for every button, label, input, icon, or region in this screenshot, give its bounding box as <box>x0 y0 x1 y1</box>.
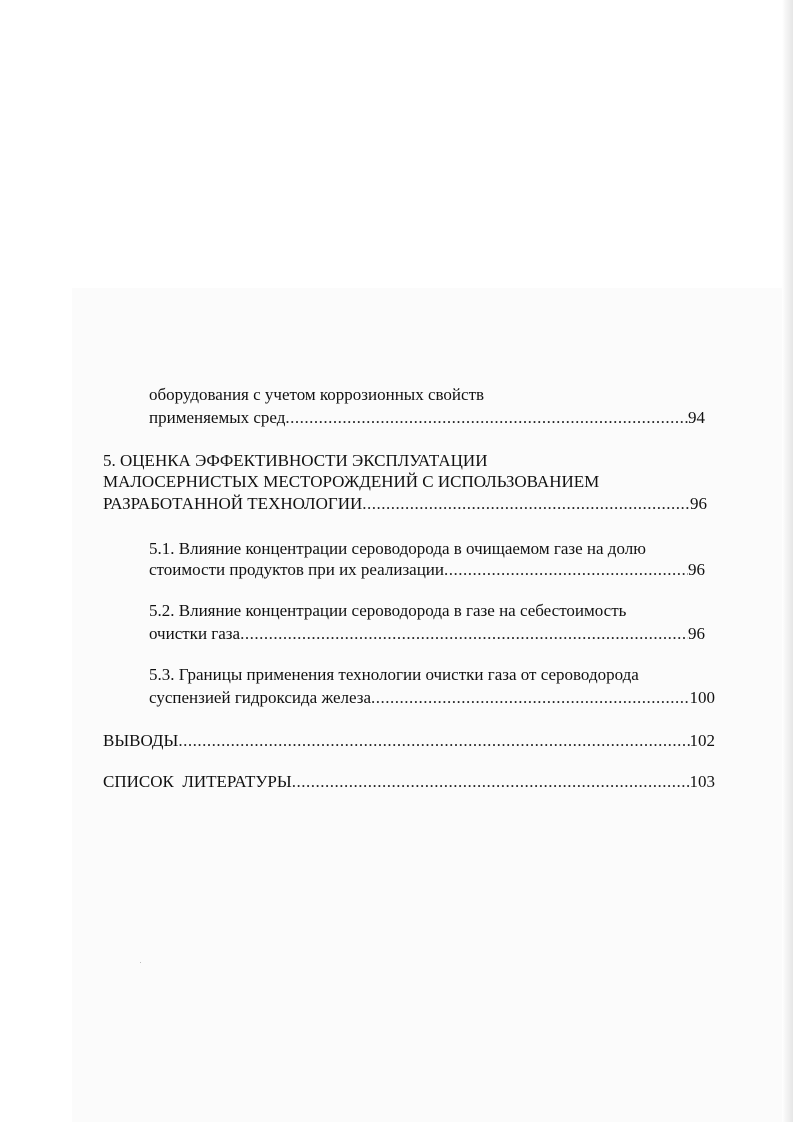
toc-conclusions: ВЫВОДЫ ..... 102 <box>103 728 715 754</box>
scan-edge <box>782 0 793 1122</box>
page-number: 100 <box>689 688 715 707</box>
page-number: 96 <box>688 560 705 579</box>
toc-chapter-5: РАЗРАБОТАННОЙ ТЕХНОЛОГИИ ..... 96 <box>103 491 707 517</box>
toc-section-5-1: стоимости продуктов при их реализации ..... 96 <box>149 557 705 583</box>
scan-speck <box>140 962 141 963</box>
page-number: 103 <box>689 772 715 791</box>
toc-references: СПИСОК ЛИТЕРАТУРЫ ..... 103 <box>103 769 715 795</box>
toc-chapter-5-line2: МАЛОСЕРНИСТЫХ МЕСТОРОЖДЕНИЙ С ИСПОЛЬЗОВАНИЕМ <box>103 472 600 491</box>
dot-leader <box>371 685 689 711</box>
dot-leader <box>178 728 689 754</box>
dot-leader <box>292 769 690 795</box>
toc-section-5-2-line1: 5.2. Влияние концентрации сероводорода в газе на себестоимость <box>149 601 627 620</box>
page-number: 96 <box>688 624 705 643</box>
toc-section-5-3-line1: 5.3. Границы применения технологии очистки газа от сероводорода <box>149 665 639 684</box>
page-number: 94 <box>688 408 705 427</box>
dot-leader <box>240 621 688 647</box>
toc-section-5-1-line1: 5.1. Влияние концентрации сероводорода в очищаемом газе на долю <box>149 539 646 558</box>
toc-section-5-2: очистки газа ..... 96 <box>149 621 705 647</box>
toc-section-5-3: суспензией гидроксида железа ..... 100 <box>149 685 715 711</box>
dot-leader <box>444 557 688 583</box>
page-number: 96 <box>690 494 707 513</box>
toc-chapter-5-line1: 5. ОЦЕНКА ЭФФЕКТИВНОСТИ ЭКСПЛУАТАЦИИ <box>103 451 488 470</box>
dot-leader <box>362 491 690 517</box>
page-number: 102 <box>689 731 715 750</box>
dot-leader <box>285 405 688 431</box>
toc-entry-continued: применяемых сред ..... 94 <box>149 405 705 431</box>
toc-entry-continued-line1: оборудования с учетом коррозионных свойств <box>149 385 485 404</box>
